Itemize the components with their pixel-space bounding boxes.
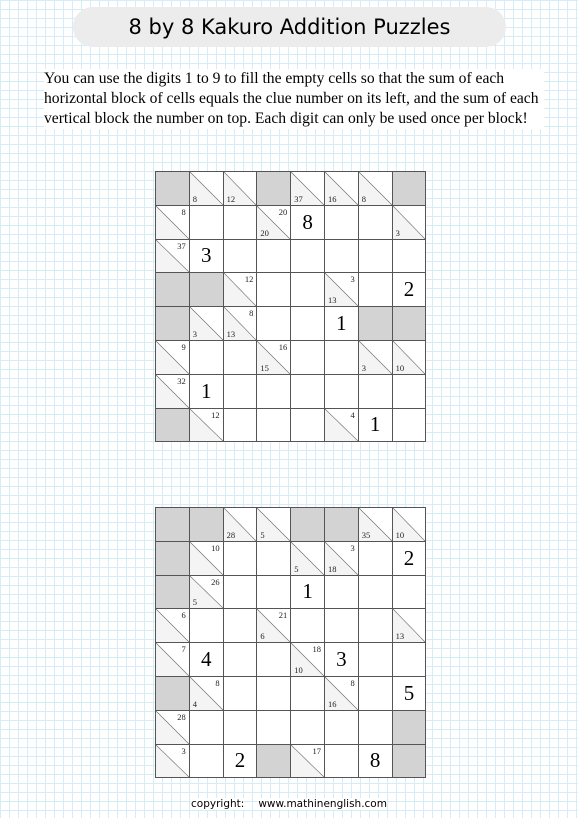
- answer-cell[interactable]: [325, 307, 359, 341]
- answer-cell[interactable]: [359, 677, 393, 711]
- answer-cell[interactable]: [224, 542, 258, 576]
- instructions: You can use the digits 1 to 9 to fill the empty cells so that the sum of each horizontal block of cells equals the clue number on its left, and the sum of each vertical block the number on top. Each digit can only be used once per block!: [44, 69, 544, 129]
- answer-cell[interactable]: [224, 745, 258, 779]
- given-digit: 8: [302, 209, 313, 234]
- answer-cell[interactable]: [325, 609, 359, 643]
- down-clue: 10: [294, 664, 303, 675]
- answer-cell[interactable]: [393, 643, 427, 677]
- down-clue: 5: [294, 563, 299, 574]
- across-clue: 16: [278, 341, 288, 352]
- blocked-cell: [156, 172, 190, 206]
- blocked-cell: [393, 307, 427, 341]
- given-digit: 1: [302, 579, 313, 604]
- clue-cell: [325, 409, 359, 443]
- down-clue: 16: [327, 698, 337, 709]
- blocked-cell: [325, 508, 359, 542]
- answer-cell[interactable]: [291, 375, 325, 409]
- answer-cell[interactable]: [359, 542, 393, 576]
- clue-cell: [156, 206, 190, 240]
- clue-cell: [224, 273, 258, 307]
- clue-cell: [291, 542, 325, 576]
- clue-cell: [325, 172, 359, 206]
- clue-cell: [156, 643, 190, 677]
- given-digit: 8: [369, 748, 381, 773]
- blocked-cell: [257, 172, 291, 206]
- clue-cell: [190, 172, 224, 206]
- across-clue: 10: [211, 542, 220, 553]
- clue-cell: [156, 711, 190, 745]
- answer-cell[interactable]: [224, 576, 258, 610]
- answer-cell[interactable]: [257, 273, 291, 307]
- across-clue: 7: [181, 644, 186, 655]
- blocked-cell: [257, 745, 291, 779]
- answer-cell[interactable]: [190, 375, 224, 409]
- answer-cell[interactable]: [190, 341, 224, 375]
- clue-cell: [359, 341, 393, 375]
- given-digit: 2: [403, 545, 415, 570]
- answer-cell[interactable]: [291, 609, 325, 643]
- answer-cell[interactable]: [291, 273, 325, 307]
- answer-cell[interactable]: [224, 711, 258, 745]
- down-clue: 28: [226, 529, 236, 540]
- across-clue: 12: [211, 409, 220, 420]
- given-digit: 1: [200, 378, 212, 403]
- clue-cell: [257, 609, 291, 643]
- given-digit: 3: [200, 243, 212, 268]
- clue-cell: [224, 508, 258, 542]
- given-digit: 3: [336, 647, 347, 672]
- answer-cell[interactable]: [291, 206, 325, 240]
- blocked-cell: [190, 273, 224, 307]
- clue-cell: [325, 542, 359, 576]
- answer-cell[interactable]: [291, 711, 325, 745]
- across-clue: 8: [249, 308, 254, 319]
- answer-cell[interactable]: [224, 609, 258, 643]
- down-clue: 18: [327, 563, 337, 574]
- across-clue: 3: [350, 274, 355, 285]
- answer-cell[interactable]: [257, 409, 291, 443]
- clue-cell: [224, 172, 258, 206]
- clue-cell: [359, 508, 393, 542]
- clue-cell: [190, 409, 224, 443]
- copyright-url[interactable]: www.mathinenglish.com: [258, 798, 387, 810]
- down-clue: 15: [260, 362, 269, 373]
- answer-cell[interactable]: [257, 375, 291, 409]
- blocked-cell: [156, 307, 190, 341]
- answer-cell[interactable]: [257, 307, 291, 341]
- clue-cell: [190, 576, 224, 610]
- down-clue: 35: [361, 529, 371, 540]
- page-title-text: 8 by 8 Kakuro Addition Puzzles: [128, 15, 451, 39]
- down-clue: 8: [192, 193, 198, 204]
- across-clue: 37: [177, 240, 186, 251]
- answer-cell[interactable]: [224, 643, 258, 677]
- answer-cell[interactable]: [257, 576, 291, 610]
- clue-cell: [224, 307, 258, 341]
- answer-cell[interactable]: [190, 745, 224, 779]
- across-clue: 26: [211, 576, 220, 587]
- across-clue: 8: [215, 677, 220, 688]
- across-clue: 6: [181, 610, 186, 621]
- blocked-cell: [156, 273, 190, 307]
- down-clue: 12: [226, 193, 236, 204]
- clue-cell: [393, 206, 427, 240]
- down-clue: 4: [192, 698, 198, 709]
- answer-cell[interactable]: [359, 609, 393, 643]
- blocked-cell: [291, 508, 325, 542]
- answer-cell[interactable]: [291, 341, 325, 375]
- clue-cell: [156, 745, 190, 779]
- answer-cell[interactable]: [291, 307, 325, 341]
- blocked-cell: [156, 508, 190, 542]
- answer-cell[interactable]: [257, 240, 291, 274]
- answer-cell[interactable]: [291, 677, 325, 711]
- clue-cell: [156, 375, 190, 409]
- down-clue: 16: [327, 193, 337, 204]
- answer-cell[interactable]: [190, 643, 224, 677]
- answer-cell[interactable]: [393, 409, 427, 443]
- given-digit: 1: [369, 412, 381, 437]
- down-clue: 5: [192, 597, 198, 608]
- answer-cell[interactable]: [359, 576, 393, 610]
- clue-cell: [291, 172, 325, 206]
- given-digit: 5: [403, 680, 415, 705]
- across-clue: 4: [350, 409, 355, 420]
- answer-cell[interactable]: [190, 206, 224, 240]
- blocked-cell: [190, 508, 224, 542]
- answer-cell[interactable]: [359, 745, 393, 779]
- kakuro-puzzle-1: [155, 171, 426, 442]
- down-clue: 13: [226, 328, 236, 339]
- clue-cell: [190, 542, 224, 576]
- down-clue: 5: [260, 529, 265, 540]
- answer-cell[interactable]: [224, 409, 258, 443]
- answer-cell[interactable]: [257, 643, 291, 677]
- clue-cell: [190, 677, 224, 711]
- answer-cell[interactable]: [257, 542, 291, 576]
- down-clue: 8: [361, 193, 367, 204]
- answer-cell[interactable]: [325, 206, 359, 240]
- across-clue: 32: [177, 375, 186, 386]
- answer-cell[interactable]: [393, 542, 427, 576]
- answer-cell[interactable]: [393, 677, 427, 711]
- answer-cell[interactable]: [325, 240, 359, 274]
- clue-cell: [190, 307, 224, 341]
- across-clue: 9: [181, 341, 186, 352]
- given-digit: 4: [200, 647, 212, 672]
- copyright-footer: [0, 798, 578, 810]
- across-clue: 17: [312, 745, 321, 756]
- answer-cell[interactable]: [291, 240, 325, 274]
- answer-cell[interactable]: [359, 273, 393, 307]
- across-clue: 20: [278, 206, 288, 217]
- down-clue: 13: [395, 631, 405, 642]
- clue-cell: [257, 206, 291, 240]
- answer-cell[interactable]: [393, 273, 427, 307]
- across-clue: 8: [350, 677, 355, 688]
- given-digit: 2: [234, 748, 246, 773]
- blocked-cell: [156, 542, 190, 576]
- answer-cell[interactable]: [257, 711, 291, 745]
- given-digit: 1: [336, 311, 347, 336]
- answer-cell[interactable]: [393, 240, 427, 274]
- answer-cell[interactable]: [359, 711, 393, 745]
- answer-cell[interactable]: [224, 677, 258, 711]
- across-clue: 28: [177, 711, 186, 722]
- given-digit: 2: [403, 277, 415, 302]
- clue-cell: [325, 273, 359, 307]
- across-clue: 21: [278, 610, 288, 621]
- answer-cell[interactable]: [359, 375, 393, 409]
- clue-cell: [325, 677, 359, 711]
- blocked-cell: [393, 745, 427, 779]
- answer-cell[interactable]: [224, 206, 258, 240]
- clue-cell: [257, 508, 291, 542]
- across-clue: 3: [181, 745, 186, 756]
- down-clue: 13: [327, 295, 337, 306]
- blocked-cell: [393, 172, 427, 206]
- blocked-cell: [156, 409, 190, 443]
- down-clue: 37: [294, 193, 303, 204]
- clue-cell: [257, 341, 291, 375]
- answer-cell[interactable]: [190, 609, 224, 643]
- answer-cell[interactable]: [291, 409, 325, 443]
- blocked-cell: [359, 307, 393, 341]
- answer-cell[interactable]: [325, 643, 359, 677]
- blocked-cell: [156, 576, 190, 610]
- clue-cell: [393, 508, 427, 542]
- down-clue: 3: [361, 362, 367, 373]
- across-clue: 12: [244, 274, 254, 285]
- across-clue: 8: [181, 206, 186, 217]
- across-clue: 3: [350, 542, 355, 553]
- clue-cell: [156, 609, 190, 643]
- down-clue: 6: [260, 631, 265, 642]
- down-clue: 3: [395, 227, 400, 238]
- answer-cell[interactable]: [325, 576, 359, 610]
- down-clue: 10: [395, 362, 405, 373]
- clue-cell: [359, 172, 393, 206]
- answer-cell[interactable]: [325, 711, 359, 745]
- answer-cell[interactable]: [359, 240, 393, 274]
- clue-cell: [291, 745, 325, 779]
- answer-cell[interactable]: [190, 711, 224, 745]
- across-clue: 18: [312, 644, 321, 655]
- answer-cell[interactable]: [359, 643, 393, 677]
- blocked-cell: [393, 711, 427, 745]
- blocked-cell: [156, 677, 190, 711]
- answer-cell[interactable]: [325, 745, 359, 779]
- clue-cell: [393, 609, 427, 643]
- clue-cell: [291, 643, 325, 677]
- clue-cell: [156, 341, 190, 375]
- down-clue: 20: [260, 227, 269, 238]
- answer-cell[interactable]: [257, 677, 291, 711]
- answer-cell[interactable]: [393, 375, 427, 409]
- clue-cell: [393, 341, 427, 375]
- page-title: [73, 7, 506, 47]
- answer-cell[interactable]: [224, 240, 258, 274]
- clue-cell: [156, 240, 190, 274]
- down-clue: 3: [192, 328, 198, 339]
- answer-cell[interactable]: [393, 576, 427, 610]
- answer-cell[interactable]: [291, 576, 325, 610]
- kakuro-puzzle-2: [155, 507, 426, 778]
- answer-cell[interactable]: [359, 409, 393, 443]
- down-clue: 10: [395, 529, 405, 540]
- answer-cell[interactable]: [325, 375, 359, 409]
- answer-cell[interactable]: [359, 206, 393, 240]
- answer-cell[interactable]: [224, 375, 258, 409]
- answer-cell[interactable]: [190, 240, 224, 274]
- answer-cell[interactable]: [224, 341, 258, 375]
- answer-cell[interactable]: [325, 341, 359, 375]
- copyright-label: copyright:: [191, 798, 245, 810]
